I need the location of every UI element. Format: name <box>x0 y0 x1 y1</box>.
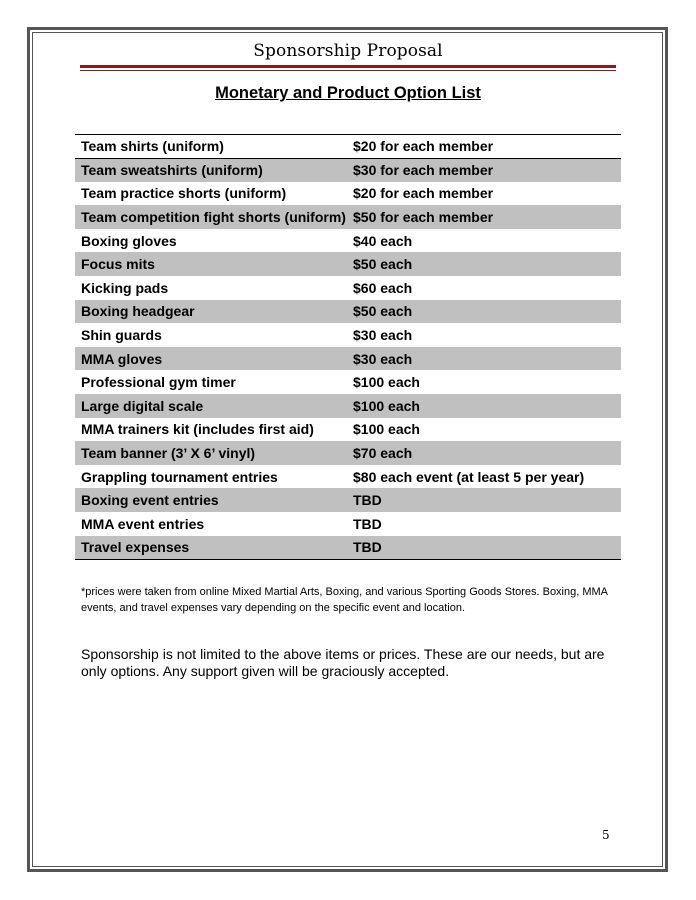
option-price: $30 each <box>347 347 621 371</box>
table-row <box>75 252 621 276</box>
table-row <box>75 512 621 536</box>
page-number: 5 <box>602 828 610 842</box>
option-price: $70 each <box>347 441 621 465</box>
table-row <box>75 418 621 442</box>
price-footnote: *prices were taken from online Mixed Martial Arts, Boxing, and various Sporting Goods Stores. Boxing, MMA events, and travel expenses vary depending on the specific event and location. <box>81 586 608 614</box>
option-table <box>75 134 621 560</box>
table-row <box>75 229 621 253</box>
option-item: MMA event entries <box>81 515 205 532</box>
option-price: $40 each <box>353 232 413 249</box>
table-row <box>75 300 621 324</box>
option-price: $30 for each member <box>347 158 621 182</box>
option-item: MMA trainers kit (includes first aid) <box>81 421 314 438</box>
option-item: Boxing event entries <box>75 488 347 512</box>
table-row <box>75 276 621 300</box>
table-row <box>75 158 621 182</box>
option-item: MMA gloves <box>75 347 347 371</box>
option-price: $60 each <box>353 279 413 296</box>
option-item: Shin guards <box>81 327 162 344</box>
option-price: $80 each event (at least 5 per year) <box>353 468 585 485</box>
option-price: TBD <box>347 536 621 560</box>
option-item: Grappling tournament entries <box>81 468 278 485</box>
header-rule <box>80 65 616 68</box>
option-price: $50 each <box>347 300 621 324</box>
option-price: $50 each <box>347 252 621 276</box>
document-heading: Monetary and Product Option List <box>215 84 481 102</box>
option-price: $100 each <box>347 394 621 418</box>
table-row <box>75 536 621 560</box>
table-row <box>75 441 621 465</box>
option-item: Team shirts (uniform) <box>75 135 347 159</box>
option-item: Professional gym timer <box>81 374 236 391</box>
table-row <box>75 370 621 394</box>
option-price: $50 for each member <box>347 205 621 229</box>
table-row <box>75 135 621 159</box>
option-price: $20 for each member <box>353 185 494 202</box>
option-price: $100 each <box>353 374 420 391</box>
option-price: TBD <box>353 515 382 532</box>
option-item: Large digital scale <box>75 394 347 418</box>
option-price: TBD <box>347 488 621 512</box>
option-price: $100 each <box>353 421 420 438</box>
table-row <box>75 323 621 347</box>
table-row <box>75 394 621 418</box>
table-row <box>75 465 621 489</box>
option-item: Focus mits <box>75 252 347 276</box>
table-row <box>75 205 621 229</box>
option-price: $20 for each member <box>347 135 621 159</box>
table-row <box>75 347 621 371</box>
option-item: Boxing headgear <box>75 300 347 324</box>
option-item: Travel expenses <box>75 536 347 560</box>
option-item: Team competition fight shorts (uniform) <box>75 205 347 229</box>
option-item: Team sweatshirts (uniform) <box>75 158 347 182</box>
option-item: Team practice shorts (uniform) <box>81 185 287 202</box>
header-rule-thin <box>80 70 616 71</box>
table-row <box>75 182 621 206</box>
option-item: Kicking pads <box>81 279 169 296</box>
page-header-title: Sponsorship Proposal <box>253 41 443 61</box>
table-row <box>75 488 621 512</box>
option-price: $30 each <box>353 327 413 344</box>
closing-paragraph: Sponsorship is not limited to the above items or prices. These are our needs, but are only options. Any support given will be graciously accepted. <box>81 646 605 679</box>
option-item: Boxing gloves <box>81 232 177 249</box>
option-item: Team banner (3’ X 6’ vinyl) <box>75 441 347 465</box>
